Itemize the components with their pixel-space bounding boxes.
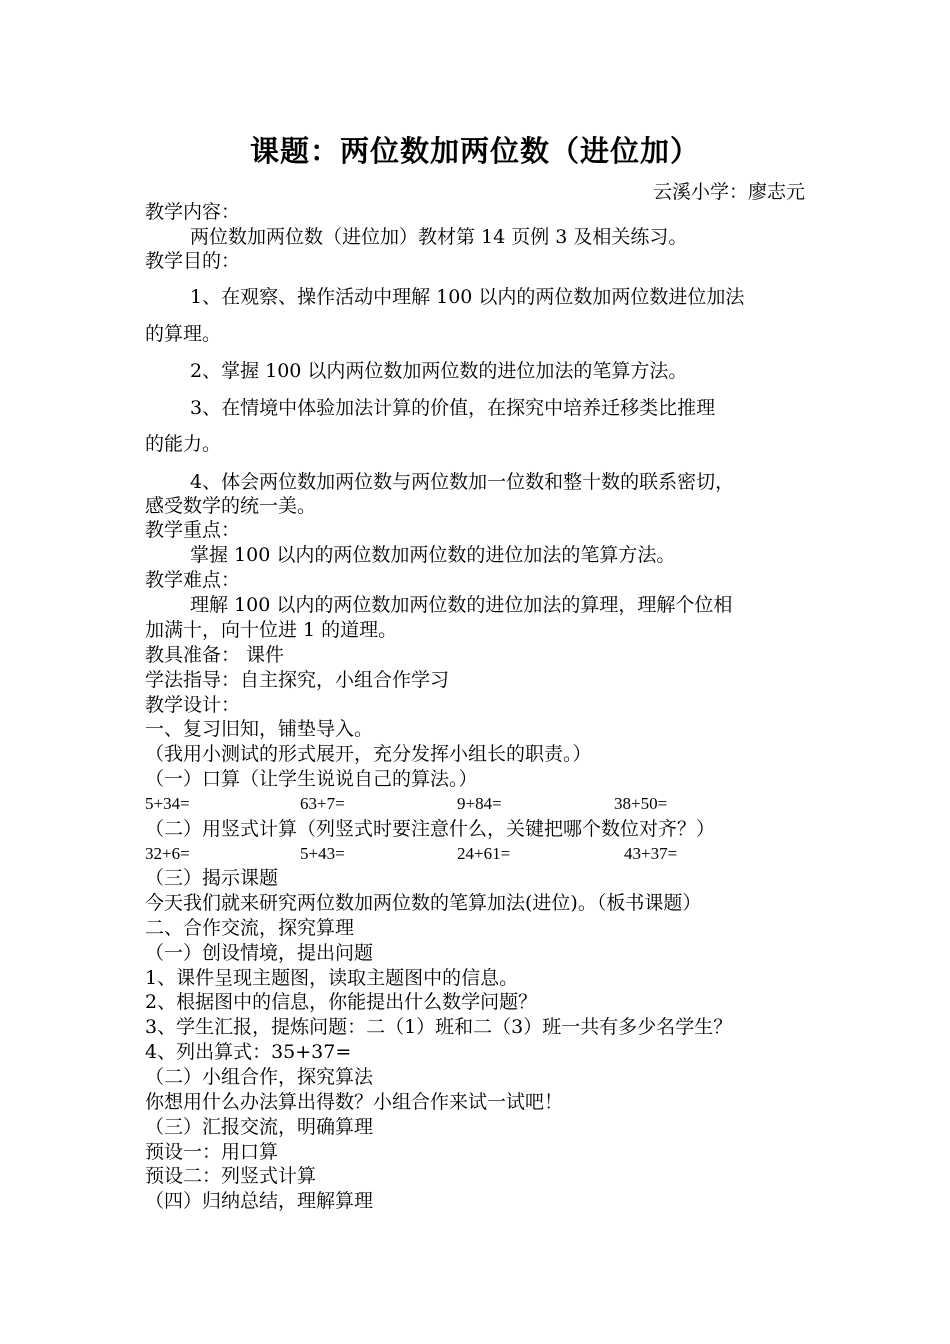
vertical-problem: 43+37= (624, 844, 678, 863)
oral-problem: 9+84= (457, 794, 502, 813)
section-2-3: （三）汇报交流，明确算理 (145, 1116, 374, 1138)
section-2-1-d: 4、列出算式：35+37= (145, 1041, 352, 1063)
key-point-heading: 教学重点： (145, 519, 241, 541)
section-2-1-c: 3、学生汇报，提炼问题：二（1）班和二（3）班一共有多少名学生？ (145, 1016, 733, 1038)
author-line: 云溪小学：廖志元 (652, 181, 805, 203)
section-2-1-a: 1、课件呈现主题图，读取主题图中的信息。 (145, 967, 519, 989)
objective-1-line-a: 1、在观察、操作活动中理解 100 以内的两位数加两位数进位加法 (190, 286, 745, 308)
objective-4-line-b: 感受数学的统一美。 (145, 495, 317, 517)
section-2: 二、合作交流，探究算理 (145, 917, 355, 939)
objectives-heading: 教学目的： (145, 250, 241, 272)
section-2-4: （四）归纳总结，理解算理 (145, 1190, 374, 1212)
section-2-2: （二）小组合作，探究算法 (145, 1066, 374, 1088)
section-2-2-text: 你想用什么办法算出得数？小组合作来试一试吧！ (145, 1091, 564, 1113)
content-heading: 教学内容： (145, 201, 241, 223)
section-1-note: （我用小测试的形式展开，充分发挥小组长的职责。） (145, 743, 592, 765)
page-title: 课题：两位数加两位数（进位加） (249, 134, 700, 168)
section-2-3-a: 预设一：用口算 (145, 1141, 279, 1163)
section-1: 一、复习旧知，铺垫导入。 (145, 718, 374, 740)
section-1-1: （一）口算（让学生说说自己的算法。） (145, 768, 478, 790)
difficulty-heading: 教学难点： (145, 569, 241, 591)
section-2-3-b: 预设二：列竖式计算 (145, 1165, 317, 1187)
section-1-3-text: 今天我们就来研究两位数加两位数的笔算加法(进位)。（板书课题） (145, 892, 702, 914)
difficulty-text-a: 理解 100 以内的两位数加两位数的进位加法的算理，理解个位相 (190, 594, 733, 616)
vertical-problem: 32+6= (145, 844, 190, 863)
oral-problem: 5+34= (145, 794, 190, 813)
section-2-1-b: 2、根据图中的信息，你能提出什么数学问题？ (145, 991, 538, 1013)
objective-3-line-b: 的能力。 (145, 433, 222, 455)
method-line: 学法指导：自主探究，小组合作学习 (145, 669, 450, 691)
objective-3-line-a: 3、在情境中体验加法计算的价值，在探究中培养迁移类比推理 (190, 397, 716, 419)
oral-problem: 38+50= (614, 794, 668, 813)
design-heading: 教学设计： (145, 694, 241, 716)
vertical-problem: 24+61= (457, 844, 511, 863)
difficulty-text-b: 加满十，向十位进 1 的道理。 (145, 619, 398, 641)
objective-1-line-b: 的算理。 (145, 323, 222, 345)
vertical-problem: 5+43= (300, 844, 345, 863)
section-1-3: （三）揭示课题 (145, 867, 279, 889)
key-point-text: 掌握 100 以内的两位数加两位数的进位加法的笔算方法。 (190, 544, 676, 566)
section-2-1: （一）创设情境，提出问题 (145, 942, 374, 964)
oral-problem: 63+7= (300, 794, 345, 813)
content-text: 两位数加两位数（进位加）教材第 14 页例 3 及相关练习。 (190, 226, 688, 248)
tools-line: 教具准备： 课件 (145, 644, 285, 666)
section-1-2: （二）用竖式计算（列竖式时要注意什么，关键把哪个数位对齐？） (145, 818, 716, 840)
objective-4-line-a: 4、体会两位数加两位数与两位数加一位数和整十数的联系密切， (190, 471, 735, 493)
objective-2: 2、掌握 100 以内两位数加两位数的进位加法的笔算方法。 (190, 360, 688, 382)
